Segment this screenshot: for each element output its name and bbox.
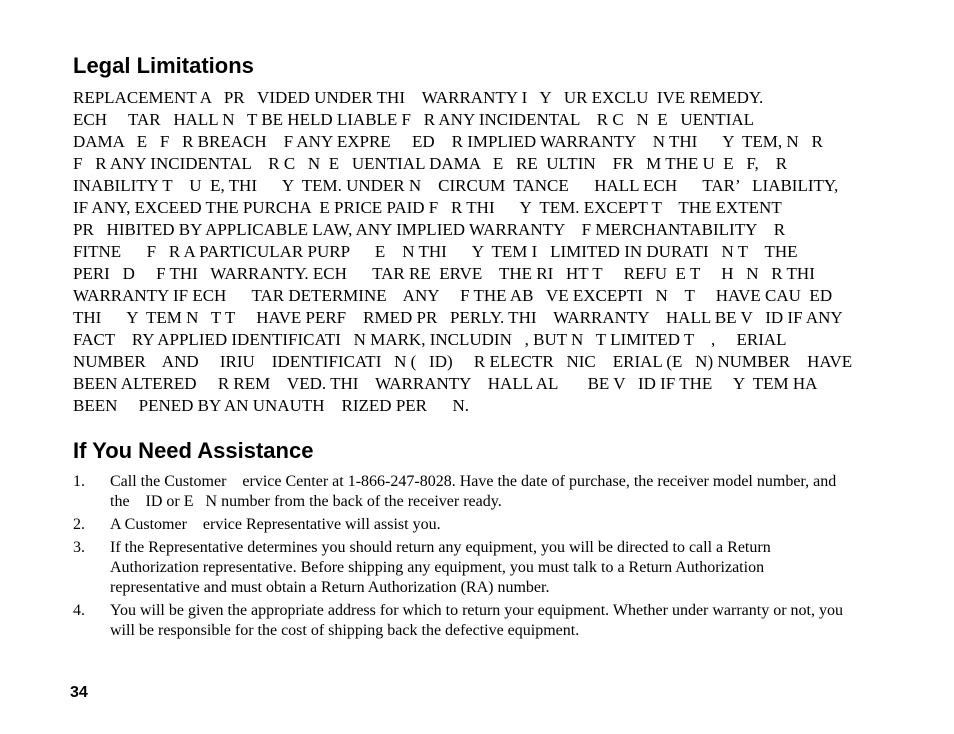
assistance-heading: If You Need Assistance <box>73 438 314 463</box>
legal-line: NUMBER AND IRIU IDENTIFICATI N ( ID) R ELECTR NIC ERIAL (E N) NUMBER HAVE <box>73 352 853 371</box>
legal-line: FITNE F R A PARTICULAR PURP E N THI Y TEM I LIMITED IN DURATI N T THE <box>73 242 798 261</box>
legal-line: WARRANTY IF ECH TAR DETERMINE ANY F THE AB VE EXCEPTI N T HAVE CAU ED <box>73 286 833 305</box>
legal-limitations-text <box>73 87 893 417</box>
legal-line: ECH TAR HALL N T BE HELD LIABLE F R ANY INCIDENTAL R C N E UENTIAL <box>73 110 755 129</box>
assistance-step <box>73 601 893 641</box>
assistance-step <box>73 538 893 598</box>
step-number: 1. <box>73 473 85 490</box>
page-number: 34 <box>70 684 88 701</box>
legal-line: FACT RY APPLIED IDENTIFICATI N MARK, INCLUDIN , BUT N T LIMITED T , ERIAL <box>73 330 787 349</box>
legal-line: BEEN PENED BY AN UNAUTH RIZED PER N. <box>73 396 470 415</box>
legal-line: INABILITY T U E, THI Y TEM. UNDER N CIRCUM TANCE HALL ECH TAR’ LIABILITY, <box>73 176 839 195</box>
legal-line: PERI D F THI WARRANTY. ECH TAR RE ERVE THE RI HT T REFU E T H N R THI <box>73 264 815 283</box>
legal-line: PR HIBITED BY APPLICABLE LAW, ANY IMPLIED WARRANTY F MERCHANTABILITY R <box>73 220 786 239</box>
step-number: 2. <box>73 516 85 533</box>
legal-line: F R ANY INCIDENTAL R C N E UENTIAL DAMA E RE ULTIN FR M THE U E F, R <box>73 154 788 173</box>
legal-line: IF ANY, EXCEED THE PURCHA E PRICE PAID F R THI Y TEM. EXCEPT T THE EXTENT <box>73 198 782 217</box>
step-number: 4. <box>73 602 85 619</box>
step-line: will be responsible for the cost of shipping back the defective equipment. <box>110 622 580 639</box>
step-line: If the Representative determines you should return any equipment, you will be directed to call a Return <box>110 539 771 556</box>
step-line: the ID or E N number from the back of the receiver ready. <box>110 493 502 510</box>
legal-line: BEEN ALTERED R REM VED. THI WARRANTY HALL AL BE V ID IF THE Y TEM HA <box>73 374 818 393</box>
step-line: You will be given the appropriate address for which to return your equipment. Whether under warranty or not, you <box>110 602 843 619</box>
step-line: Authorization representative. Before shipping any equipment, you must talk to a Return Authorization <box>110 559 765 576</box>
legal-line: THI Y TEM N T T HAVE PERF RMED PR PERLY. THI WARRANTY HALL BE V ID IF ANY <box>73 308 843 327</box>
step-line: A Customer ervice Representative will assist you. <box>110 516 441 533</box>
legal-line: DAMA E F R BREACH F ANY EXPRE ED R IMPLIED WARRANTY N THI Y TEM, N R <box>73 132 823 151</box>
legal-limitations-heading: Legal Limitations <box>73 53 254 78</box>
step-number: 3. <box>73 539 85 556</box>
assistance-step <box>73 515 893 535</box>
legal-line: REPLACEMENT A PR VIDED UNDER THI WARRANTY I Y UR EXCLU IVE REMEDY. <box>73 88 764 107</box>
assistance-step <box>73 472 893 512</box>
step-line: representative and must obtain a Return Authorization (RA) number. <box>110 579 550 596</box>
assistance-steps <box>73 472 893 641</box>
step-line: Call the Customer ervice Center at 1-866-247-8028. Have the date of purchase, the receiver model number, and <box>110 473 837 490</box>
